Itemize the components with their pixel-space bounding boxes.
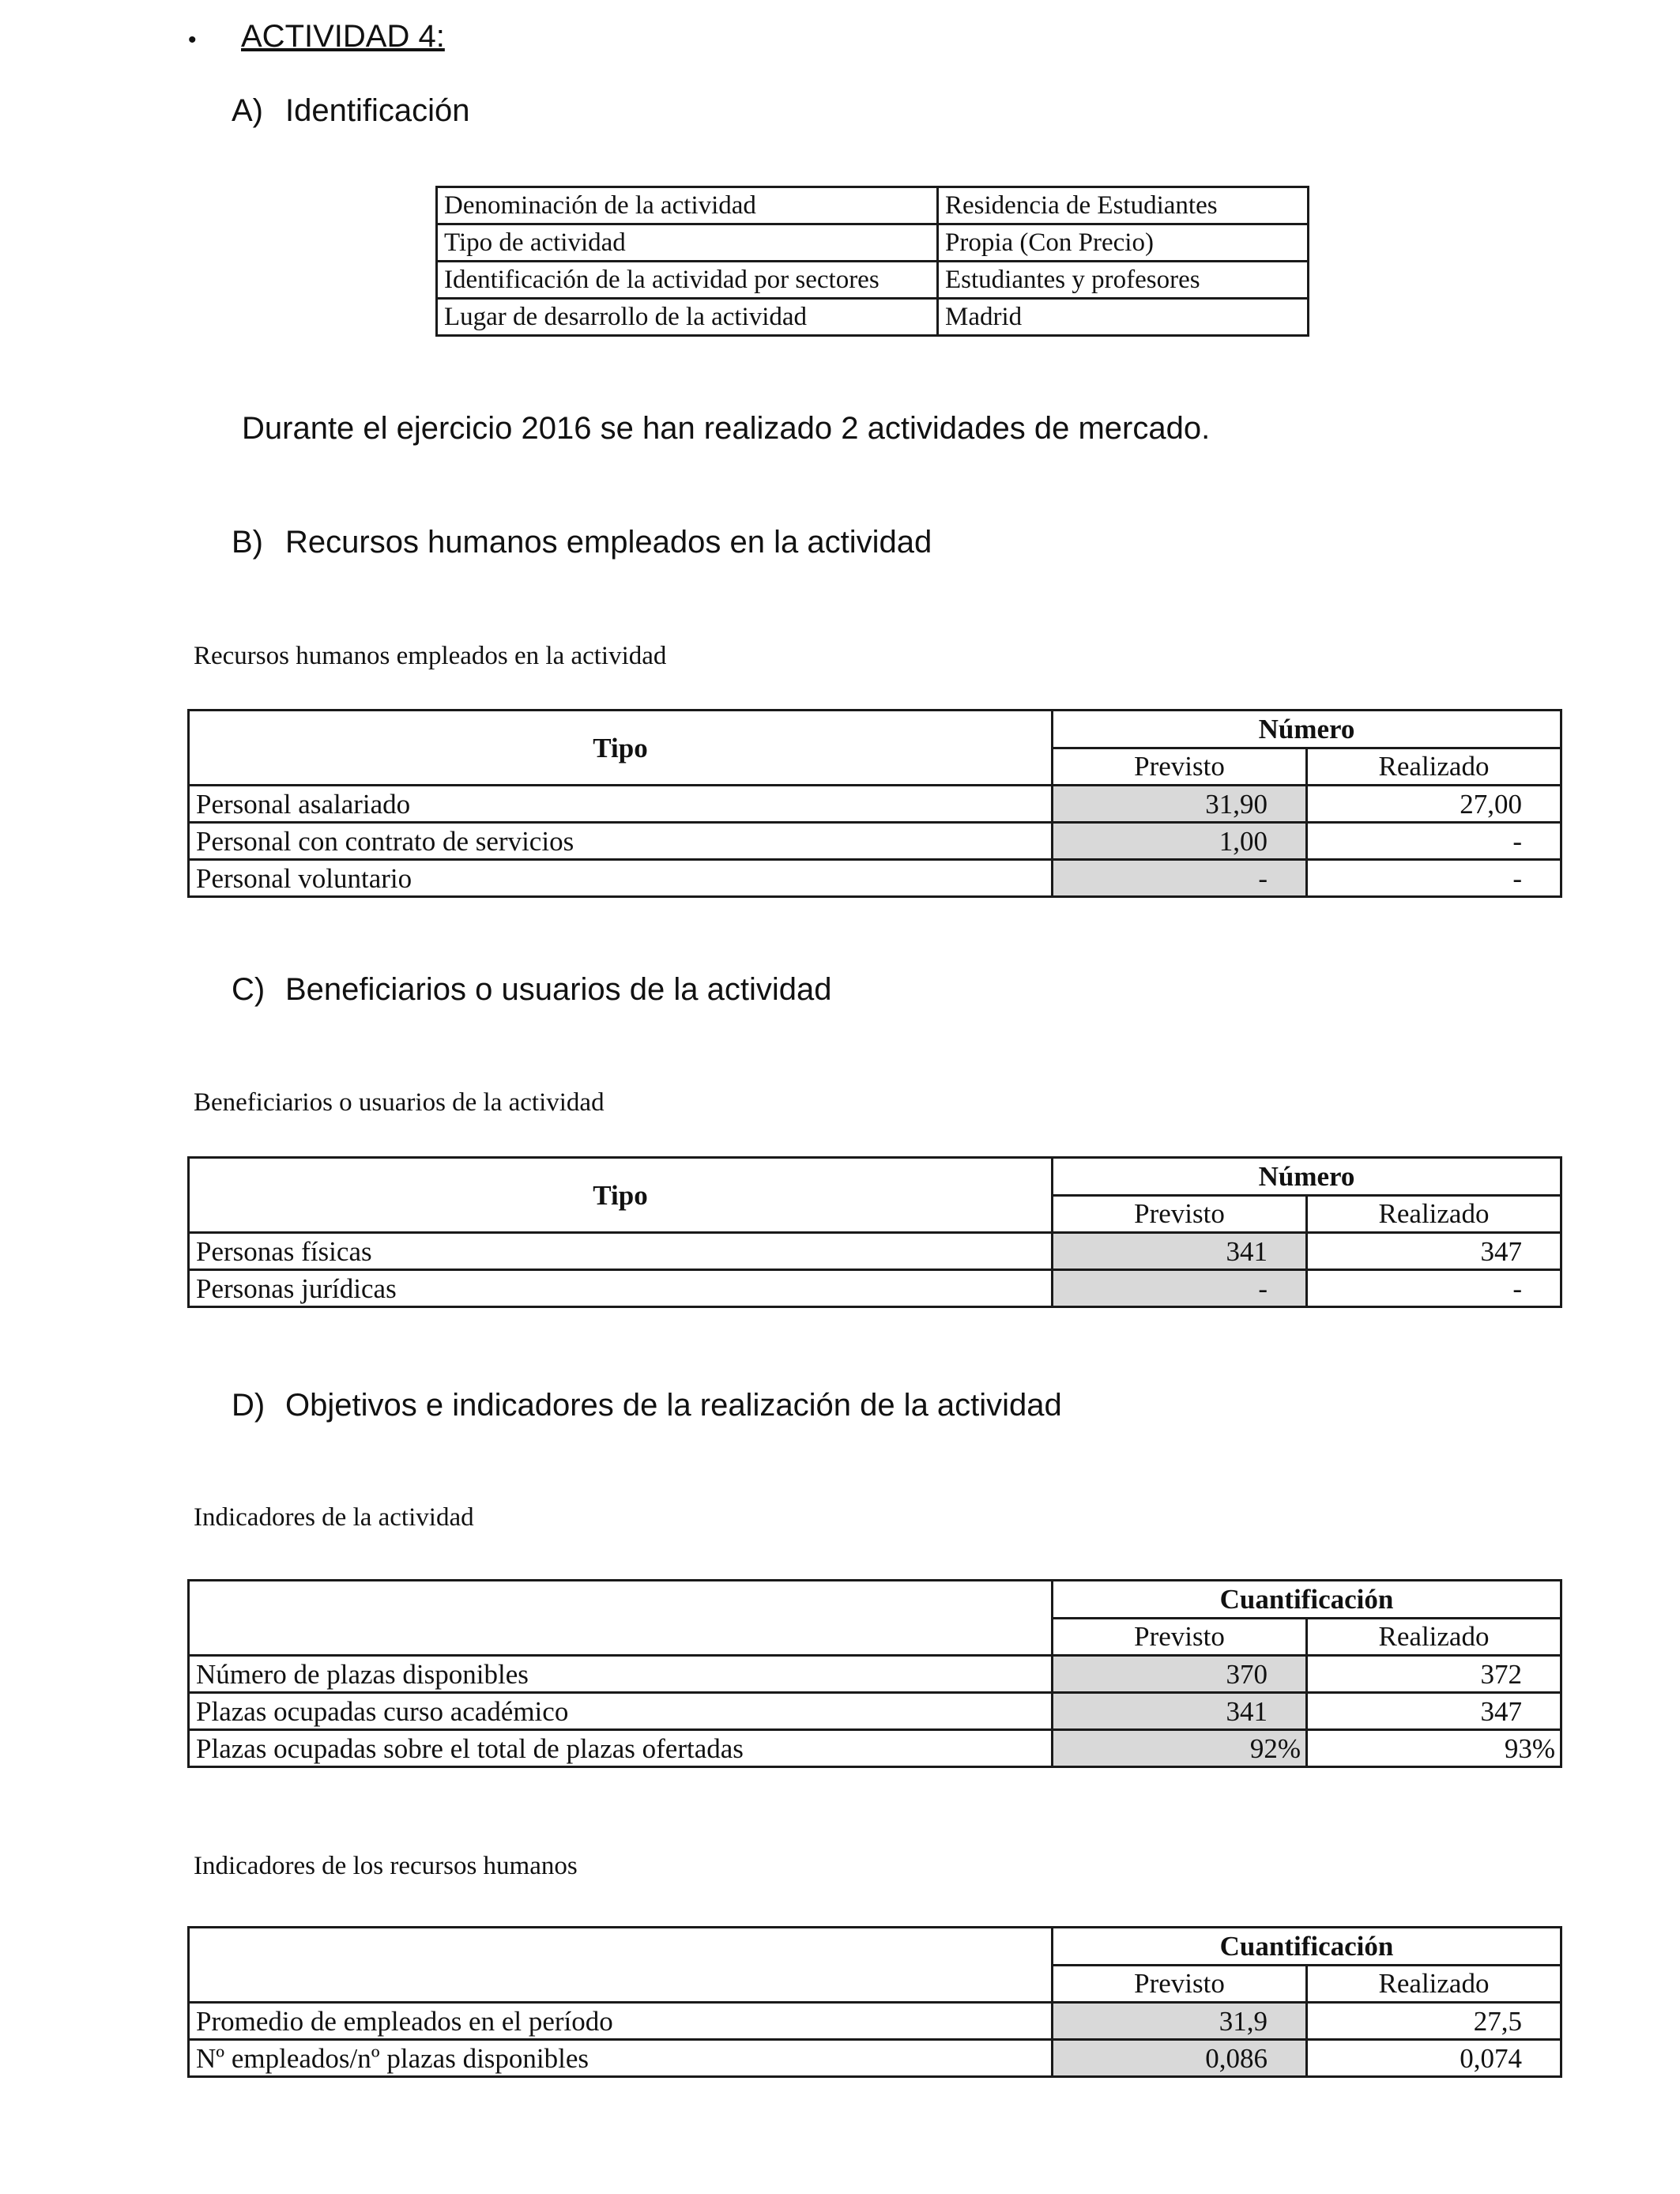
hr-table-caption: Recursos humanos empleados en la actividad [194,642,667,670]
section-c-heading [232,972,832,1008]
section-b-title: Recursos humanos empleados en la actividad [285,525,932,560]
table-row [189,2003,1561,2040]
empty-header-cell [189,1581,1053,1656]
realizado-cell: - [1307,860,1561,897]
human-resources-table [187,709,1562,898]
previsto-cell: 92% [1053,1730,1307,1767]
empty-header-cell [189,1928,1053,2003]
table-row [189,1233,1561,1270]
row-label: Plazas ocupadas curso académico [189,1693,1053,1730]
realizado-cell: 347 [1307,1233,1561,1270]
realizado-cell: - [1307,1270,1561,1307]
col-tipo-header: Tipo [189,1158,1053,1233]
previsto-cell: - [1053,1270,1307,1307]
id-value: Madrid [938,299,1309,336]
realizado-cell: 27,5 [1307,2003,1561,2040]
col-previsto-header: Previsto [1053,1618,1307,1656]
bullet: • [188,27,197,53]
table-row [437,262,1309,299]
section-b-heading [232,525,932,560]
activity-indicators-table [187,1579,1562,1768]
activity-title: ACTIVIDAD 4: [241,19,445,54]
previsto-cell: 341 [1053,1693,1307,1730]
section-d-letter: D) [232,1388,266,1423]
col-group-header: Número [1053,1158,1561,1196]
previsto-cell: 370 [1053,1656,1307,1693]
identification-table [435,186,1309,337]
col-realizado-header: Realizado [1307,1618,1561,1656]
previsto-cell: 1,00 [1053,823,1307,860]
beneficiaries-table [187,1156,1562,1308]
table-row [189,1693,1561,1730]
table-row [437,187,1309,224]
row-label: Personas físicas [189,1233,1053,1270]
previsto-cell: 0,086 [1053,2040,1307,2077]
section-c-title: Beneficiarios o usuarios de la actividad [285,972,832,1007]
row-label: Personal con contrato de servicios [189,823,1053,860]
row-label: Nº empleados/nº plazas disponibles [189,2040,1053,2077]
realizado-cell: 0,074 [1307,2040,1561,2077]
section-d-heading [232,1388,1062,1423]
id-label: Identificación de la actividad por sectores [437,262,938,299]
table-row [189,1730,1561,1767]
section-a-title: Identificación [285,93,470,128]
row-label: Plazas ocupadas sobre el total de plazas ofertadas [189,1730,1053,1767]
previsto-cell: 31,9 [1053,2003,1307,2040]
id-value: Residencia de Estudiantes [938,187,1309,224]
table-row [437,299,1309,336]
col-group-header: Cuantificación [1053,1581,1561,1619]
hr-indicators-caption: Indicadores de los recursos humanos [194,1852,578,1880]
table-row [189,2040,1561,2077]
id-label: Tipo de actividad [437,224,938,262]
market-activities-paragraph: Durante el ejercicio 2016 se han realizado 2 actividades de mercado. [242,411,1211,446]
id-label: Denominación de la actividad [437,187,938,224]
col-previsto-header: Previsto [1053,1965,1307,2003]
previsto-cell: 31,90 [1053,786,1307,823]
section-a-letter: A) [232,93,263,128]
table-row [189,823,1561,860]
col-realizado-header: Realizado [1307,1195,1561,1233]
section-a-heading [232,93,469,129]
id-value: Estudiantes y profesores [938,262,1309,299]
table-row [189,786,1561,823]
table-row [189,860,1561,897]
col-realizado-header: Realizado [1307,748,1561,786]
row-label: Personal asalariado [189,786,1053,823]
previsto-cell: 341 [1053,1233,1307,1270]
section-b-letter: B) [232,525,263,560]
beneficiaries-table-caption: Beneficiarios o usuarios de la actividad [194,1088,605,1117]
realizado-cell: 27,00 [1307,786,1561,823]
col-realizado-header: Realizado [1307,1965,1561,2003]
col-previsto-header: Previsto [1053,748,1307,786]
id-label: Lugar de desarrollo de la actividad [437,299,938,336]
table-row [189,1270,1561,1307]
realizado-cell: 93% [1307,1730,1561,1767]
activity-indicators-caption: Indicadores de la actividad [194,1503,474,1532]
row-label: Número de plazas disponibles [189,1656,1053,1693]
row-label: Promedio de empleados en el período [189,2003,1053,2040]
realizado-cell: - [1307,823,1561,860]
section-d-title: Objetivos e indicadores de la realización de la actividad [285,1388,1062,1423]
col-group-header: Número [1053,711,1561,748]
row-label: Personal voluntario [189,860,1053,897]
realizado-cell: 347 [1307,1693,1561,1730]
section-c-letter: C) [232,972,266,1007]
col-previsto-header: Previsto [1053,1195,1307,1233]
hr-indicators-table [187,1926,1562,2078]
col-group-header: Cuantificación [1053,1928,1561,1966]
previsto-cell: - [1053,860,1307,897]
table-row [437,224,1309,262]
table-row [189,1656,1561,1693]
realizado-cell: 372 [1307,1656,1561,1693]
id-value: Propia (Con Precio) [938,224,1309,262]
row-label: Personas jurídicas [189,1270,1053,1307]
col-tipo-header: Tipo [189,711,1053,786]
